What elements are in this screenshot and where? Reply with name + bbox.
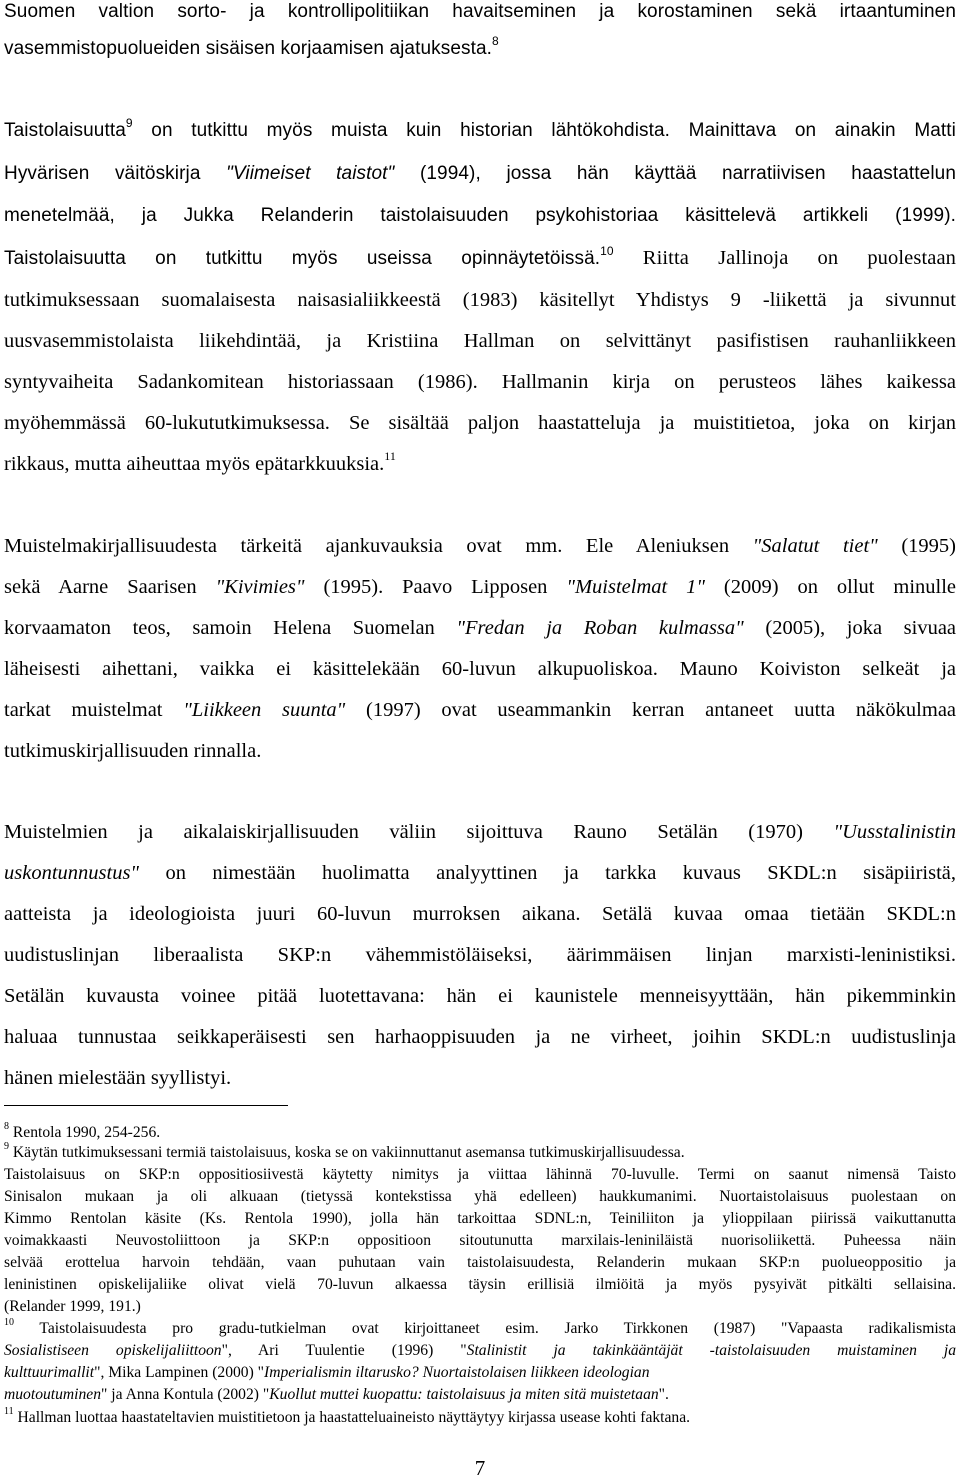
footnote-line: (Relander 1999, 191.): [4, 1298, 141, 1315]
footnote-line: voimakkaasti Neuvostoliittoon ja SKP:n oppositioon sitoutunutta marxilais-leniniläistä nuorisoliikettä. Puheessa näin: [4, 1232, 956, 1249]
text-line: Setälän kuvausta voinee pitää luotettavana: hän ei kaunistele menneisyyttään, hän pikemminkin: [4, 985, 956, 1007]
text-line: Taistolaisuutta on tutkittu myös useissa opinnäytetöissä.$^{10}$ Riitta Jallinoja on puolestaan: [4, 243, 957, 269]
footnote-line: selvää erottelua harvoin tehdään, vaan puhutaan vain taistolaisuudesta, Relanderin mukaan SKP:n puolueoppositio ja: [4, 1254, 956, 1271]
text-line: Suomen valtion sorto- ja kontrollipolitiikan havaitseminen ja korostaminen sekä irtaantuminen: [4, 1, 956, 22]
text-line: menetelmää, ja Jukka Relanderin taistolaisuuden psykohistoriaa käsittelevä artikkeli (1999).: [4, 205, 956, 226]
footnote-ref[interactable]: 11: [384, 449, 396, 464]
text-line: Hyvärisen väitöskirja "Viimeiset taistot" (1994), jossa hän käyttää narratiivisen haastattelun: [4, 163, 957, 184]
text-line: uskontunnustus" on nimestään huolimatta analyyttinen ja tarkka kuvaus SKDL:n sisäpiiristä,: [4, 862, 956, 884]
text-line: läheisesti aihettani, vaikka ei käsittelekään 60-luvun alkupuoliskoa. Mauno Koiviston selkeät ja: [4, 658, 956, 680]
text-line: Muistelmien ja aikalaiskirjallisuuden väliin sijoittuva Rauno Setälän (1970) "Uusstalinistin: [4, 821, 956, 843]
footnote-line: $^{11}$ Hallman luottaa haastateltavien muistitietoon ja haastatteluaineisto näyttäytyy kirjassa usease kohti faktana.: [4, 1405, 691, 1426]
footnote-number: 10: [4, 1316, 14, 1328]
text-line: uusvasemmistolaista liikehdintää, ja Kristiina Hallman on selvittänyt pasifistisen rauhanliikkeen: [4, 330, 956, 352]
text-line: tutkimuskirjallisuuden rinnalla.: [4, 740, 262, 762]
text-line: Taistolaisuutta$^9$ on tutkittu myös muista kuin historian lähtökohdista. Mainittava on ainakin Matti: [4, 115, 956, 141]
text-line: uudistuslinjan liberaalista SKP:n vähemmistöläiseksi, äärimmäisen linjan marxisti-leninistiksi.: [4, 944, 956, 966]
footnote-number: 11: [4, 1405, 14, 1417]
footnote-line: Taistolaisuus on SKP:n oppositiosiivestä käytetty nimitys ja viittaa lähinnä 70-luvulle. Termi on saanut nimensä Taisto: [4, 1166, 956, 1183]
footnote-line: Sosialistiseen opiskelijaliittoon", Ari Tuulentie (1996) "Stalinistit ja takinkääntäjät -taistolaisuuden muistaminen ja: [4, 1342, 957, 1359]
text-line: tarkat muistelmat "Liikkeen suunta" (1997) ovat useammankin kerran antaneet uutta näkökulmaa: [4, 699, 957, 721]
footnote-line: leninistinen opiskelijaliike olivat vielä 70-luvun alkaessa täysin erillisiä ilmiöitä ja myös pysyivät pitkälti sellaisina.: [4, 1276, 956, 1293]
text-line: hänen mielestään syyllistyi.: [4, 1067, 232, 1089]
footnote-ref[interactable]: 8: [492, 33, 499, 48]
footnote-ref[interactable]: 10: [600, 243, 614, 258]
text-line: tutkimuksessaan suomalaisesta naisasialiikkeestä (1983) käsitellyt Yhdistys 9 -liikettä ja sivunnut: [4, 289, 956, 311]
footnote-separator: [4, 1105, 288, 1106]
footnote-number: 8: [4, 1120, 9, 1132]
page-number: 7: [474, 1456, 486, 1480]
footnote-line: $^8$ Rentola 1990, 254-256.: [4, 1120, 161, 1141]
footnote-line: $^{10}$ Taistolaisuudesta pro gradu-tutkielman ovat kirjoittaneet esim. Jarko Tirkkonen (1987) "Vapaasta radikalismista: [4, 1316, 956, 1337]
text-line: korvaamaton teos, samoin Helena Suomelan "Fredan ja Roban kulmassa" (2005), joka sivuaa: [4, 617, 957, 639]
footnote-line: $^9$ Käytän tutkimuksessani termiä taistolaisuus, koska se on vakiinnuttanut asemansa tutkimuskirjallisuudessa.: [4, 1140, 685, 1161]
footnote-ref[interactable]: 9: [125, 115, 133, 130]
text-line: syntyvaiheita Sadankomitean historiassaan (1986). Hallmanin kirja on perusteos lähes kaikessa: [4, 371, 956, 393]
footnote-number: 9: [4, 1140, 9, 1152]
text-line: sekä Aarne Saarisen "Kivimies" (1995). Paavo Lipposen "Muistelmat 1" (2009) on ollut minulle: [4, 576, 957, 598]
text-line: rikkaus, mutta aiheuttaa myös epätarkkuuksia.$^{11}$: [4, 449, 396, 475]
text-line: myöhemmässä 60-lukututkimuksessa. Se sisältää paljon haastatteluja ja muistitietoa, joka on kirjan: [4, 412, 956, 434]
footnote-line: Kimmo Rentolan käsite (Ks. Rentola 1990), jolla hän tarkoittaa SDNL:n, Teiniliiton ja ylioppilaan piirissä vaikuttanutta: [4, 1210, 956, 1227]
text-line: vasemmistopuolueiden sisäisen korjaamisen ajatuksesta.$^8$: [4, 33, 499, 59]
footnote-line: kulttuurimallit", Mika Lampinen (2000) "Imperialismin iltarusko? Nuortaistolaisen liikkeen ideologian: [4, 1364, 650, 1381]
text-line: aatteista ja ideologioista juuri 60-luvun murroksen aikana. Setälä kuvaa omaa tietään SKDL:n: [4, 903, 956, 925]
text-line: Muistelmakirjallisuudesta tärkeitä ajankuvauksia ovat mm. Ele Aleniuksen "Salatut tiet" (1995): [4, 535, 957, 557]
text-line: haluaa tunnustaa seikkaperäisesti sen harhaoppisuuden ja ne virheet, joihin SKDL:n uudistuslinja: [4, 1026, 956, 1048]
footnote-line: muotoutuminen" ja Anna Kontula (2002) "Kuollut muttei kuopattu: taistolaisuus ja miten sitä muistetaan".: [4, 1386, 669, 1403]
footnote-line: Sinisalon mukaan ja oli alkuaan (tietyssä kontekstissa yhä edelleen) haukkumanimi. Nuortaistolaisuus puolestaan on: [4, 1188, 956, 1205]
